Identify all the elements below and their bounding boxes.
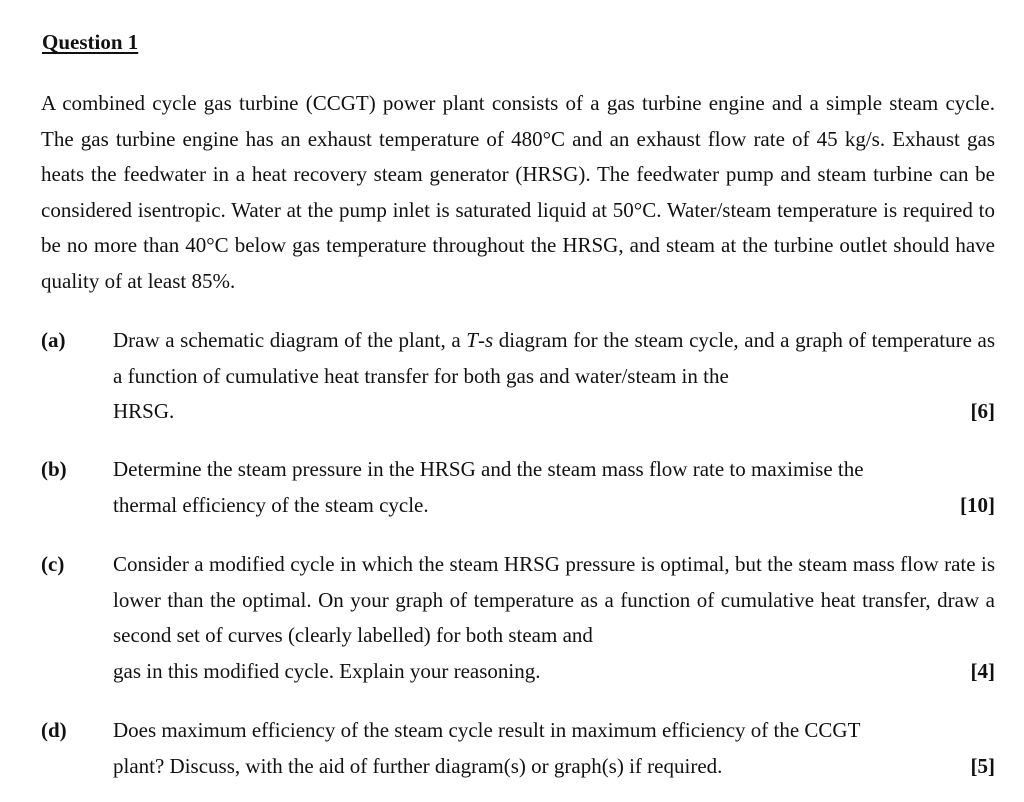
part-a-italic-s: s (484, 328, 494, 352)
question-title: Question 1 (42, 30, 139, 54)
part-a-last-row (113, 394, 995, 430)
part-c-body (113, 547, 995, 689)
part-a-body (113, 323, 995, 430)
part-a-marks: [6] (970, 399, 995, 423)
part-d-body (113, 713, 995, 784)
part-b-body (113, 452, 995, 523)
part-c-marks: [4] (970, 658, 995, 683)
part-a-label: (a) (41, 328, 66, 352)
part-b-text: Determine the steam pressure in the HRSG and the steam mass flow rate to maximise the (113, 457, 864, 481)
part-d-label: (d) (41, 718, 67, 742)
part-b-last-row (113, 488, 995, 524)
part-b-marks: [10] (960, 492, 995, 517)
part-d-last-row (113, 749, 995, 785)
part-b (41, 452, 995, 523)
question-intro: A combined cycle gas turbine (CCGT) power plant consists of a gas turbine engine and a simple steam cycle. The gas turbine engine has an exhaust temperature of 480°C and an exhaust flow rate of 45 kg/s. Exhaust gas heats the feedwater in a heat recovery steam generator (HRSG). The feedwater pump and steam turbine can be considered isentropic. Water at the pump inlet is saturated liquid at 50°C. Water/steam temperature is required to be no more than 40°C below gas temperature throughout the HRSG, and steam at the turbine outlet should have quality of at least 85%. (41, 91, 995, 293)
part-a (41, 323, 995, 430)
part-d (41, 713, 995, 784)
part-d-last-line: plant? Discuss, with the aid of further diagram(s) or graph(s) if required. (113, 753, 723, 778)
part-a-text-after: diagram for the steam cycle, and a graph of temperature as a function of cumulative heat transfer for both gas and water/steam in the (113, 328, 995, 388)
part-d-marks: [5] (970, 753, 995, 778)
part-c-label: (c) (41, 552, 65, 576)
part-a-text-before: Draw a schematic diagram of the plant, a (113, 328, 467, 352)
part-c-text: Consider a modified cycle in which the steam HRSG pressure is optimal, but the steam mass flow rate is lower than the optimal. On your graph of temperature as a function of cumulative heat transfer, draw a second set of curves (clearly labelled) for both steam and (113, 552, 995, 647)
part-a-dash: - (477, 328, 485, 352)
part-c-last-row (113, 654, 995, 690)
part-c (41, 547, 995, 689)
part-b-label: (b) (41, 457, 67, 481)
part-b-last-line: thermal efficiency of the steam cycle. (113, 492, 429, 517)
part-a-last-line: HRSG. (113, 399, 175, 423)
part-d-text: Does maximum efficiency of the steam cycle result in maximum efficiency of the CCGT (113, 718, 861, 742)
part-c-last-line: gas in this modified cycle. Explain your reasoning. (113, 658, 541, 683)
part-a-italic-t: T (466, 328, 478, 352)
